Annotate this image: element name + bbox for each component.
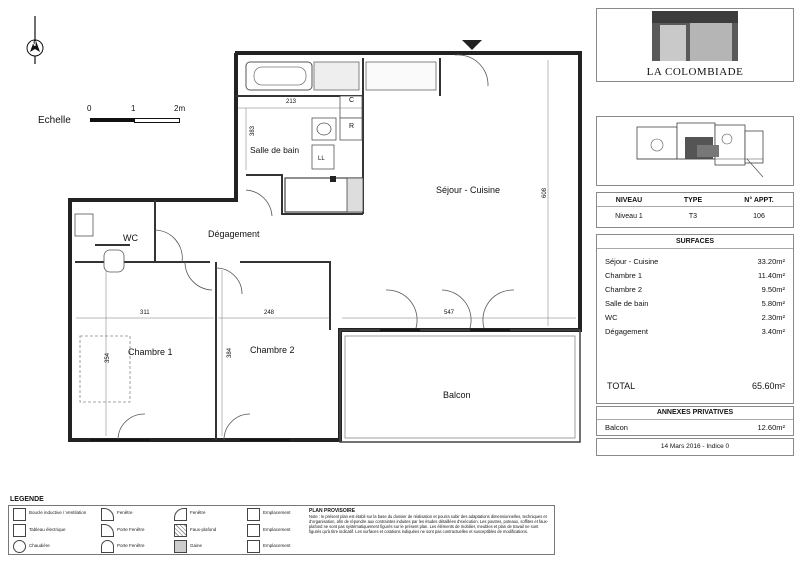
- appliance-slot-icon: [247, 508, 260, 521]
- false-ceiling-icon: [174, 524, 187, 537]
- legend-item: Fenêtre: [117, 510, 133, 515]
- info-value-niveau: Niveau 1: [615, 213, 643, 220]
- induction-loop-icon: [13, 508, 26, 521]
- column: [330, 176, 336, 182]
- info-value-appt: 106: [753, 213, 765, 220]
- legend-item: Porte Fenêtre: [117, 527, 145, 532]
- dim-248: 248: [264, 310, 275, 316]
- room-balcon: Balcon: [443, 390, 471, 400]
- info-table: [596, 192, 794, 228]
- scale-title: Echelle: [38, 115, 71, 126]
- surface-row: Séjour - Cuisine 33.20m²: [605, 257, 785, 266]
- info-header-appt: N° APPT.: [744, 197, 774, 204]
- legend-item: Emplacement: [263, 543, 291, 548]
- dim-213: 213: [286, 99, 297, 105]
- annexes-table: [596, 406, 794, 436]
- surfaces-total-label: TOTAL: [607, 381, 636, 391]
- legend-item: Gaine: [190, 543, 203, 548]
- date-text: 14 Mars 2016 - Indice 0: [660, 443, 730, 450]
- legend-item: Fenêtre: [190, 510, 206, 515]
- appliance-slot-icon: [247, 524, 260, 537]
- legend-title: LEGENDE: [10, 496, 44, 503]
- outer-walls: [70, 53, 580, 440]
- surface-row: Chambre 1 11.40m²: [605, 271, 785, 280]
- dim-354: 354: [105, 352, 112, 364]
- room-salle-de-bain: Salle de bain: [250, 145, 300, 155]
- scale-tick-1: 1: [131, 104, 136, 113]
- legend-box: [8, 505, 555, 555]
- bed: [80, 336, 130, 402]
- plan-text: Note : le présent plan est établi sur la base du dossier de réalisation et pourra subir des adaptations dimensionnelles, techniques et d'organisation, afin de répondre aux contraintes induites par les études détaillées d'exécution. Les poutres, poteaux, soffites et faux-plafond ne sont pas systématiquement figurés sur le présent plan. Les éléments de mobilier, meubles et plan de travail ne sont figurés qu'à titre indicatif. Les surfaces et cotations indiquées ne sont pas contractuelles et susceptibles de modifications.: [309, 514, 549, 534]
- annexes-title: ANNEXES PRIVATIVES: [656, 409, 734, 416]
- french-window-icon: [101, 524, 114, 537]
- surface-row: Salle de bain 5.80m²: [605, 299, 785, 308]
- duct-icon: [174, 540, 187, 553]
- annexes-value: 12.60m²: [757, 423, 785, 432]
- info-header-type: TYPE: [683, 197, 703, 204]
- brand-name: LA COLOMBIADE: [646, 66, 744, 78]
- date-box: [596, 438, 794, 456]
- info-header-niveau: NIVEAU: [615, 197, 643, 204]
- dim-311: 311: [140, 310, 150, 316]
- wc-basin: [75, 214, 93, 236]
- doors: [118, 55, 514, 440]
- legend-item: Chaudière: [29, 543, 50, 548]
- dim-547: 547: [444, 310, 455, 316]
- legend-item: Porte Fenêtre: [117, 543, 145, 548]
- closet-c-label: C: [349, 97, 355, 104]
- cupboard-hatch: [314, 62, 359, 90]
- surfaces-title: SURFACES: [675, 238, 715, 245]
- room-chambre1: Chambre 1: [128, 347, 173, 357]
- duct-hatch: [347, 178, 363, 212]
- double-french-window-icon: [101, 540, 114, 553]
- legend-item: Emplacement: [263, 510, 291, 515]
- legend-item: Boucle inductive / Ventilation: [29, 510, 87, 515]
- closet-ll-label: LL: [318, 156, 325, 162]
- window-alt-icon: [174, 508, 187, 521]
- legend-item: Faux-plafond: [190, 527, 217, 532]
- balcony-railing: [345, 336, 575, 438]
- surfaces-table: [596, 234, 794, 404]
- legend-item: Tableau électrique: [29, 527, 66, 532]
- scale-tick-2: 2m: [174, 104, 186, 113]
- brand-box: [596, 8, 794, 82]
- entrance-arrow-icon: [462, 40, 482, 50]
- closet-r-label: R: [349, 123, 355, 130]
- dimension-lines: [76, 60, 576, 436]
- info-value-type: T3: [688, 213, 698, 220]
- legend-item: Emplacement: [263, 527, 291, 532]
- bathtub-inner: [254, 67, 306, 85]
- room-sejour: Séjour - Cuisine: [436, 185, 501, 195]
- kitchen-unit: [366, 62, 436, 90]
- appliance-slot-icon: [247, 540, 260, 553]
- north-label: N: [31, 41, 37, 48]
- scale-tick-0: 0: [87, 104, 92, 113]
- building-photo: [652, 11, 738, 61]
- dim-383: 383: [250, 125, 257, 137]
- room-chambre2: Chambre 2: [250, 345, 295, 355]
- dim-608: 608: [542, 187, 549, 199]
- room-wc: WC: [123, 233, 138, 243]
- room-degagement: Dégagement: [208, 229, 260, 239]
- surface-row: Dégagement 3.40m²: [605, 327, 785, 336]
- wc-toilet: [104, 250, 124, 272]
- annexes-name: Balcon: [605, 423, 628, 432]
- boiler-icon: [13, 540, 26, 553]
- dim-384: 384: [227, 347, 234, 359]
- location-map-icon: [597, 117, 793, 185]
- surfaces-total-value: 65.60m²: [751, 381, 785, 391]
- electrical-panel-icon: [13, 524, 26, 537]
- balcony-outline: [340, 330, 580, 442]
- location-map: [596, 116, 794, 186]
- plan-title: PLAN PROVISOIRE: [309, 508, 356, 514]
- surface-row: Chambre 2 9.50m²: [605, 285, 785, 294]
- washbasin: [312, 118, 336, 140]
- surface-row: WC 2.30m²: [605, 313, 785, 322]
- window-icon: [101, 508, 114, 521]
